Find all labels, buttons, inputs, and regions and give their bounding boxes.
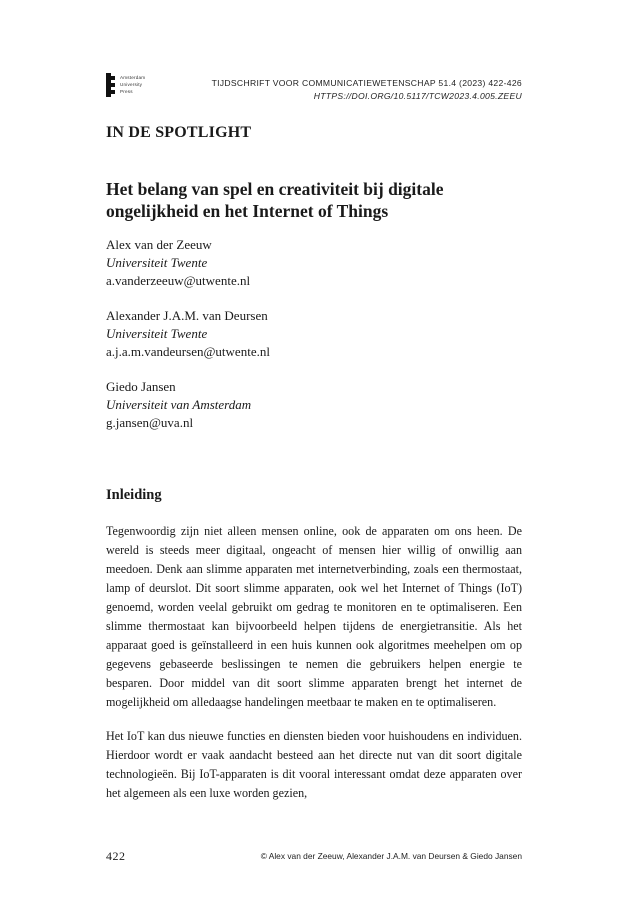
journal-header <box>212 77 522 103</box>
copyright-notice: © Alex van der Zeeuw, Alexander J.A.M. van Deursen & Giedo Jansen <box>260 851 522 861</box>
author-name: Alexander J.A.M. van Deursen <box>106 308 268 323</box>
author-name: Giedo Jansen <box>106 379 176 394</box>
paragraph: Het IoT kan dus nieuwe functies en diensten bieden voor huishoudens en individuen. Hierdoor wordt er vaak aandacht besteed aan het directe nut van dit soort digitale technologieën. Bij IoT-apparaten is dit vooral interessant omdat deze apparaten over het algemeen als een luxe worden gezien, <box>106 729 522 800</box>
author-affiliation: Universiteit Twente <box>106 255 208 270</box>
article-body <box>106 522 522 818</box>
article-title-line-2: ongelijkheid en het Internet of Things <box>106 201 389 221</box>
publisher-name <box>120 74 145 95</box>
section-heading: Inleiding <box>106 487 162 503</box>
publisher-mark-icon <box>106 73 115 97</box>
author-email[interactable]: a.vanderzeeuw@utwente.nl <box>106 273 251 288</box>
doi-link[interactable]: HTTPS://DOI.ORG/10.5117/TCW2023.4.005.ZEEU <box>313 91 522 101</box>
article-title <box>106 178 526 222</box>
article-title-line-1: Het belang van spel en creativiteit bij digitale <box>106 179 444 199</box>
paragraph: Tegenwoordig zijn niet alleen mensen online, ook de apparaten om ons heen. De wereld is steeds meer digitaal, ongeacht of mensen hier willig of onwillig aan meedoen. Denk aan slimme apparaten met internetverbinding, zoals een thermostaat, lamp of deurslot. Dit soort slimme apparaten, ook wel het Internet of Things (IoT) genoemd, worden veelal gebruikt om gedrag te monitoren en te optimaliseren. Een slimme thermostaat kan bijvoorbeeld helpen tijdens de energietransitie. Als het apparaat goed is geïnstalleerd in een huis kunnen ook algoritmes meehelpen om op gegevens gebaseerde beslissingen te nemen die gebruikers helpen energie te besparen. Door middel van dit soort slimme apparaten brengt het internet de mogelijkheid om alledaagse handelingen meetbaar te maken en te optimaliseren. <box>106 524 522 709</box>
author-list <box>106 236 270 449</box>
journal-citation: TIJDSCHRIFT VOOR COMMUNICATIEWETENSCHAP 51.4 (2023) 422-426 <box>211 78 522 88</box>
author-affiliation: Universiteit van Amsterdam <box>106 397 252 412</box>
author-email[interactable]: a.j.a.m.vandeursen@utwente.nl <box>106 344 270 359</box>
author-block <box>106 378 270 432</box>
author-block <box>106 236 270 290</box>
publisher-line-3: Press <box>120 89 133 94</box>
page-number: 422 <box>106 849 126 863</box>
publisher-line-1: Amsterdam <box>120 75 146 80</box>
author-name: Alex van der Zeeuw <box>106 237 212 252</box>
author-block <box>106 307 270 361</box>
publisher-line-2: University <box>120 82 143 87</box>
author-email[interactable]: g.jansen@uva.nl <box>106 415 194 430</box>
publisher-logo <box>106 73 166 97</box>
section-label: IN DE SPOTLIGHT <box>106 124 252 141</box>
author-affiliation: Universiteit Twente <box>106 326 208 341</box>
